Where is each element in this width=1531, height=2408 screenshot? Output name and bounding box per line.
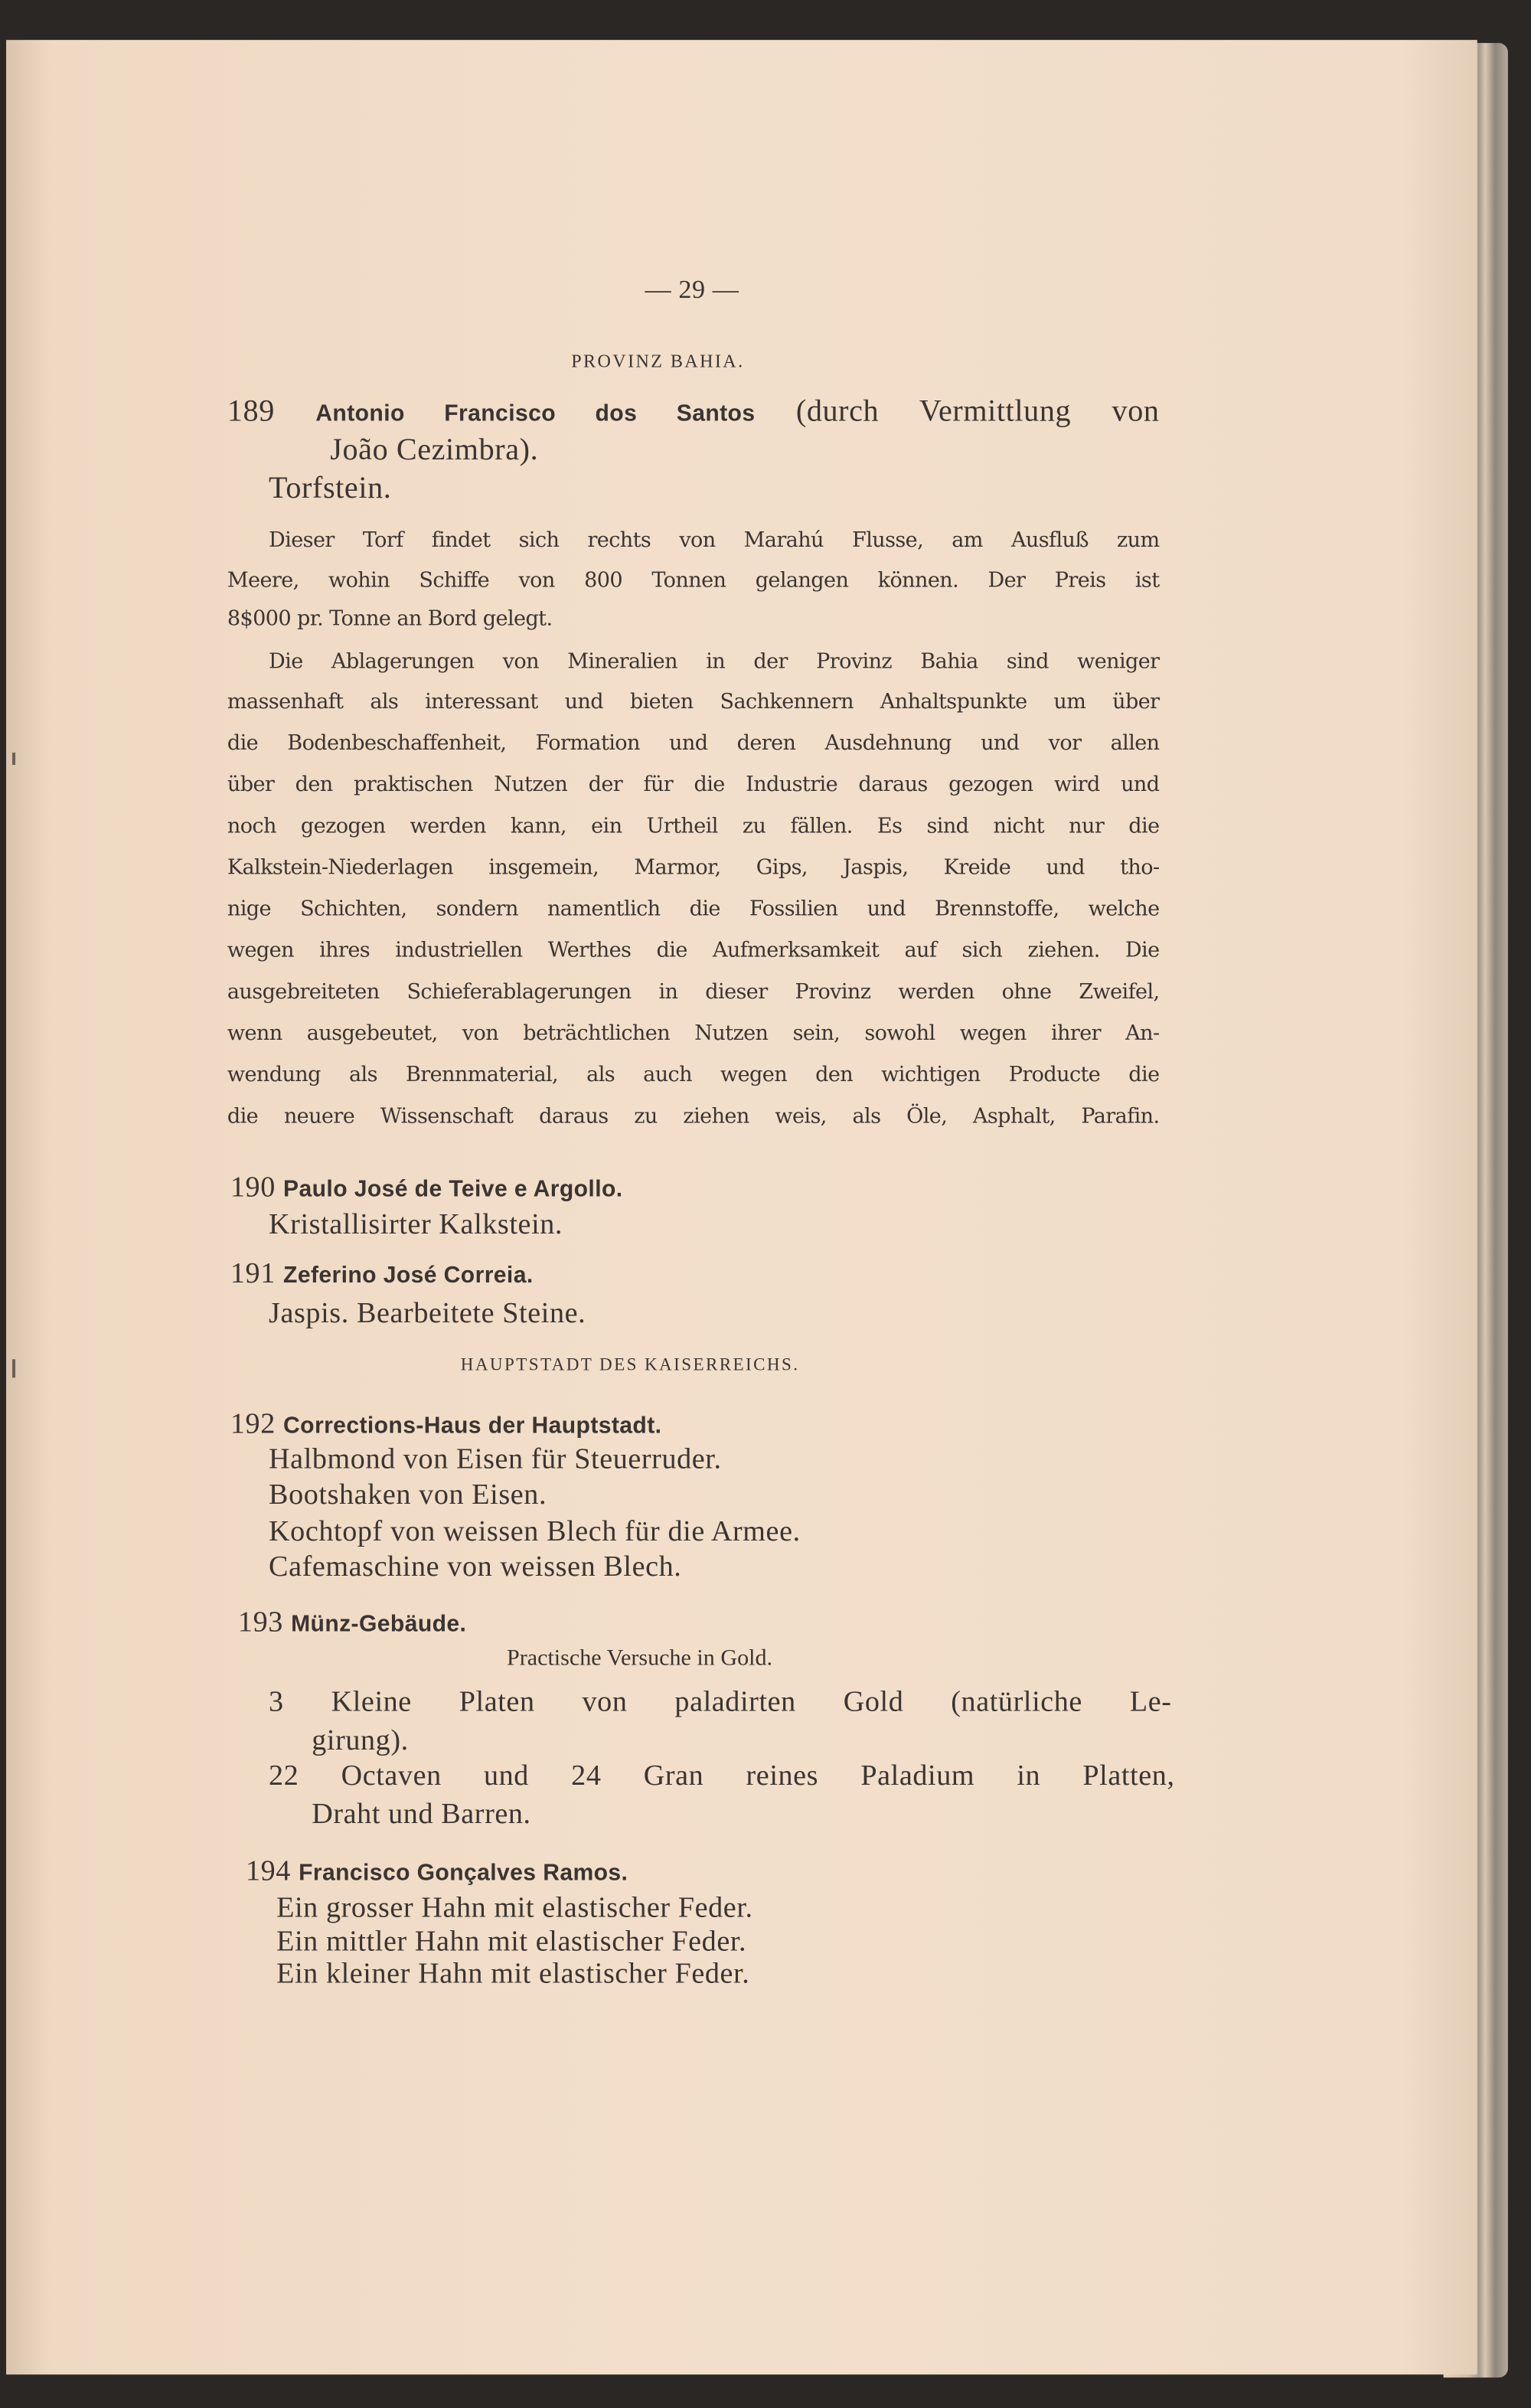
item: Kristallisirter Kalkstein. [269,1208,563,1241]
section-heading: PROVINZ BAHIA. [571,350,745,372]
paper [6,40,1477,2374]
entry-190 [230,1171,623,1204]
exhibitor-name: Zeferino José Correia. [283,1262,534,1289]
paragraph-line: nige Schichten, sondern namentlich die Fossilien und Brennstoffe, welche [227,897,1160,922]
paragraph-line: wendung als Brennmaterial, als auch wegen den wichtigen Producte die [227,1063,1160,1088]
paragraph-line: wegen ihres industriellen Werthes die Aufmerksamkeit auf sich ziehen. Die [227,938,1160,963]
item: Ein kleiner Hahn mit elastischer Feder. [276,1958,750,1991]
item: Kochtopf von weissen Blech für die Armee. [269,1515,801,1549]
item: 22 Octaven und 24 Gran reines Paladium in Platten, [269,1759,1175,1793]
item: Halbmond von Eisen für Steuerruder. [269,1443,722,1476]
entry-number: 192 [230,1408,276,1441]
entry-number: 190 [230,1171,276,1204]
item: Torfstein. [269,471,392,505]
exhibitor-name: Münz-Gebäude. [291,1611,467,1638]
exhibitor-name: Corrections-Haus der Hauptstadt. [283,1413,662,1439]
paragraph-line: ausgebreiteten Schieferablagerungen in dieser Provinz werden ohne Zweifel, [227,979,1160,1005]
item: Ein mittler Hahn mit elastischer Feder. [276,1926,747,1959]
paragraph-line: Die Ablagerungen von Mineralien in der Provinz Bahia sind weniger [269,649,1160,675]
paragraph-line: Meere, wohin Schiffe von 800 Tonnen gelangen können. Der Preis ist [227,568,1160,593]
section-heading: HAUPTSTADT DES KAISERREICHS. [460,1356,800,1375]
item: girung). [312,1724,409,1757]
paragraph-line: die neuere Wissenschaft daraus zu ziehen weis, als Öle, Asphalt, Parafin. [227,1104,1160,1129]
item: 3 Kleine Platen von paladirten Gold (natürliche Le- [269,1686,1172,1719]
paragraph-line: wenn ausgebeutet, von beträchtlichen Nutzen sein, sowohl wegen ihrer An- [227,1021,1160,1047]
paragraph-line: noch gezogen werden kann, ein Urtheil zu fällen. Es sind nicht nur die [227,814,1160,839]
page-number: — 29 — [645,275,739,305]
entry-number: 191 [230,1257,276,1291]
paragraph-line: Dieser Torf findet sich rechts von Marahú Flusse, am Ausfluß zum [269,528,1160,554]
entry-191 [230,1257,534,1291]
paragraph-line: 8$000 pr. Tonne an Bord gelegt. [227,606,553,632]
exhibitor-name: Antonio Francisco dos Santos [315,400,756,427]
exhibitor-name: Paulo José de Teive e Argollo. [283,1176,623,1203]
item: Jaspis. Bearbeitete Steine. [269,1298,586,1331]
item: Cafemaschine von weissen Blech. [269,1551,682,1584]
entry-number: 194 [245,1855,291,1888]
entry-number: 189 [227,394,275,429]
entry-189 [227,394,1160,429]
entry-193 [238,1608,466,1637]
item: Bootshaken von Eisen. [269,1478,547,1511]
paragraph-line: die Bodenbeschaffenheit, Formation und deren Ausdehnung und vor allen [227,730,1160,756]
entry-number: 193 [237,1606,283,1639]
paragraph-line: über den praktischen Nutzen der für die Industrie daraus gezogen wird und [227,773,1160,798]
entry-192 [230,1410,661,1439]
entry-194 [246,1857,628,1886]
exhibitor-name: Francisco Gonçalves Ramos. [299,1860,628,1887]
margin-mark [12,753,15,765]
subheading: Practische Versuche in Gold. [506,1646,773,1671]
entry-note: (durch Vermittlung von [795,394,1160,429]
item: Ein grosser Hahn mit elastischer Feder. [276,1892,753,1925]
entry-note-cont: João Cezimbra). [330,433,539,467]
item: Draht und Barren. [312,1799,531,1831]
paragraph-line: Kalkstein-Niederlagen insgemein, Marmor, Gips, Jaspis, Kreide und tho- [227,855,1160,881]
margin-mark [12,1359,15,1377]
paragraph-line: massenhaft als interessant und bieten Sachkennern Anhaltspunkte um über [227,689,1160,714]
